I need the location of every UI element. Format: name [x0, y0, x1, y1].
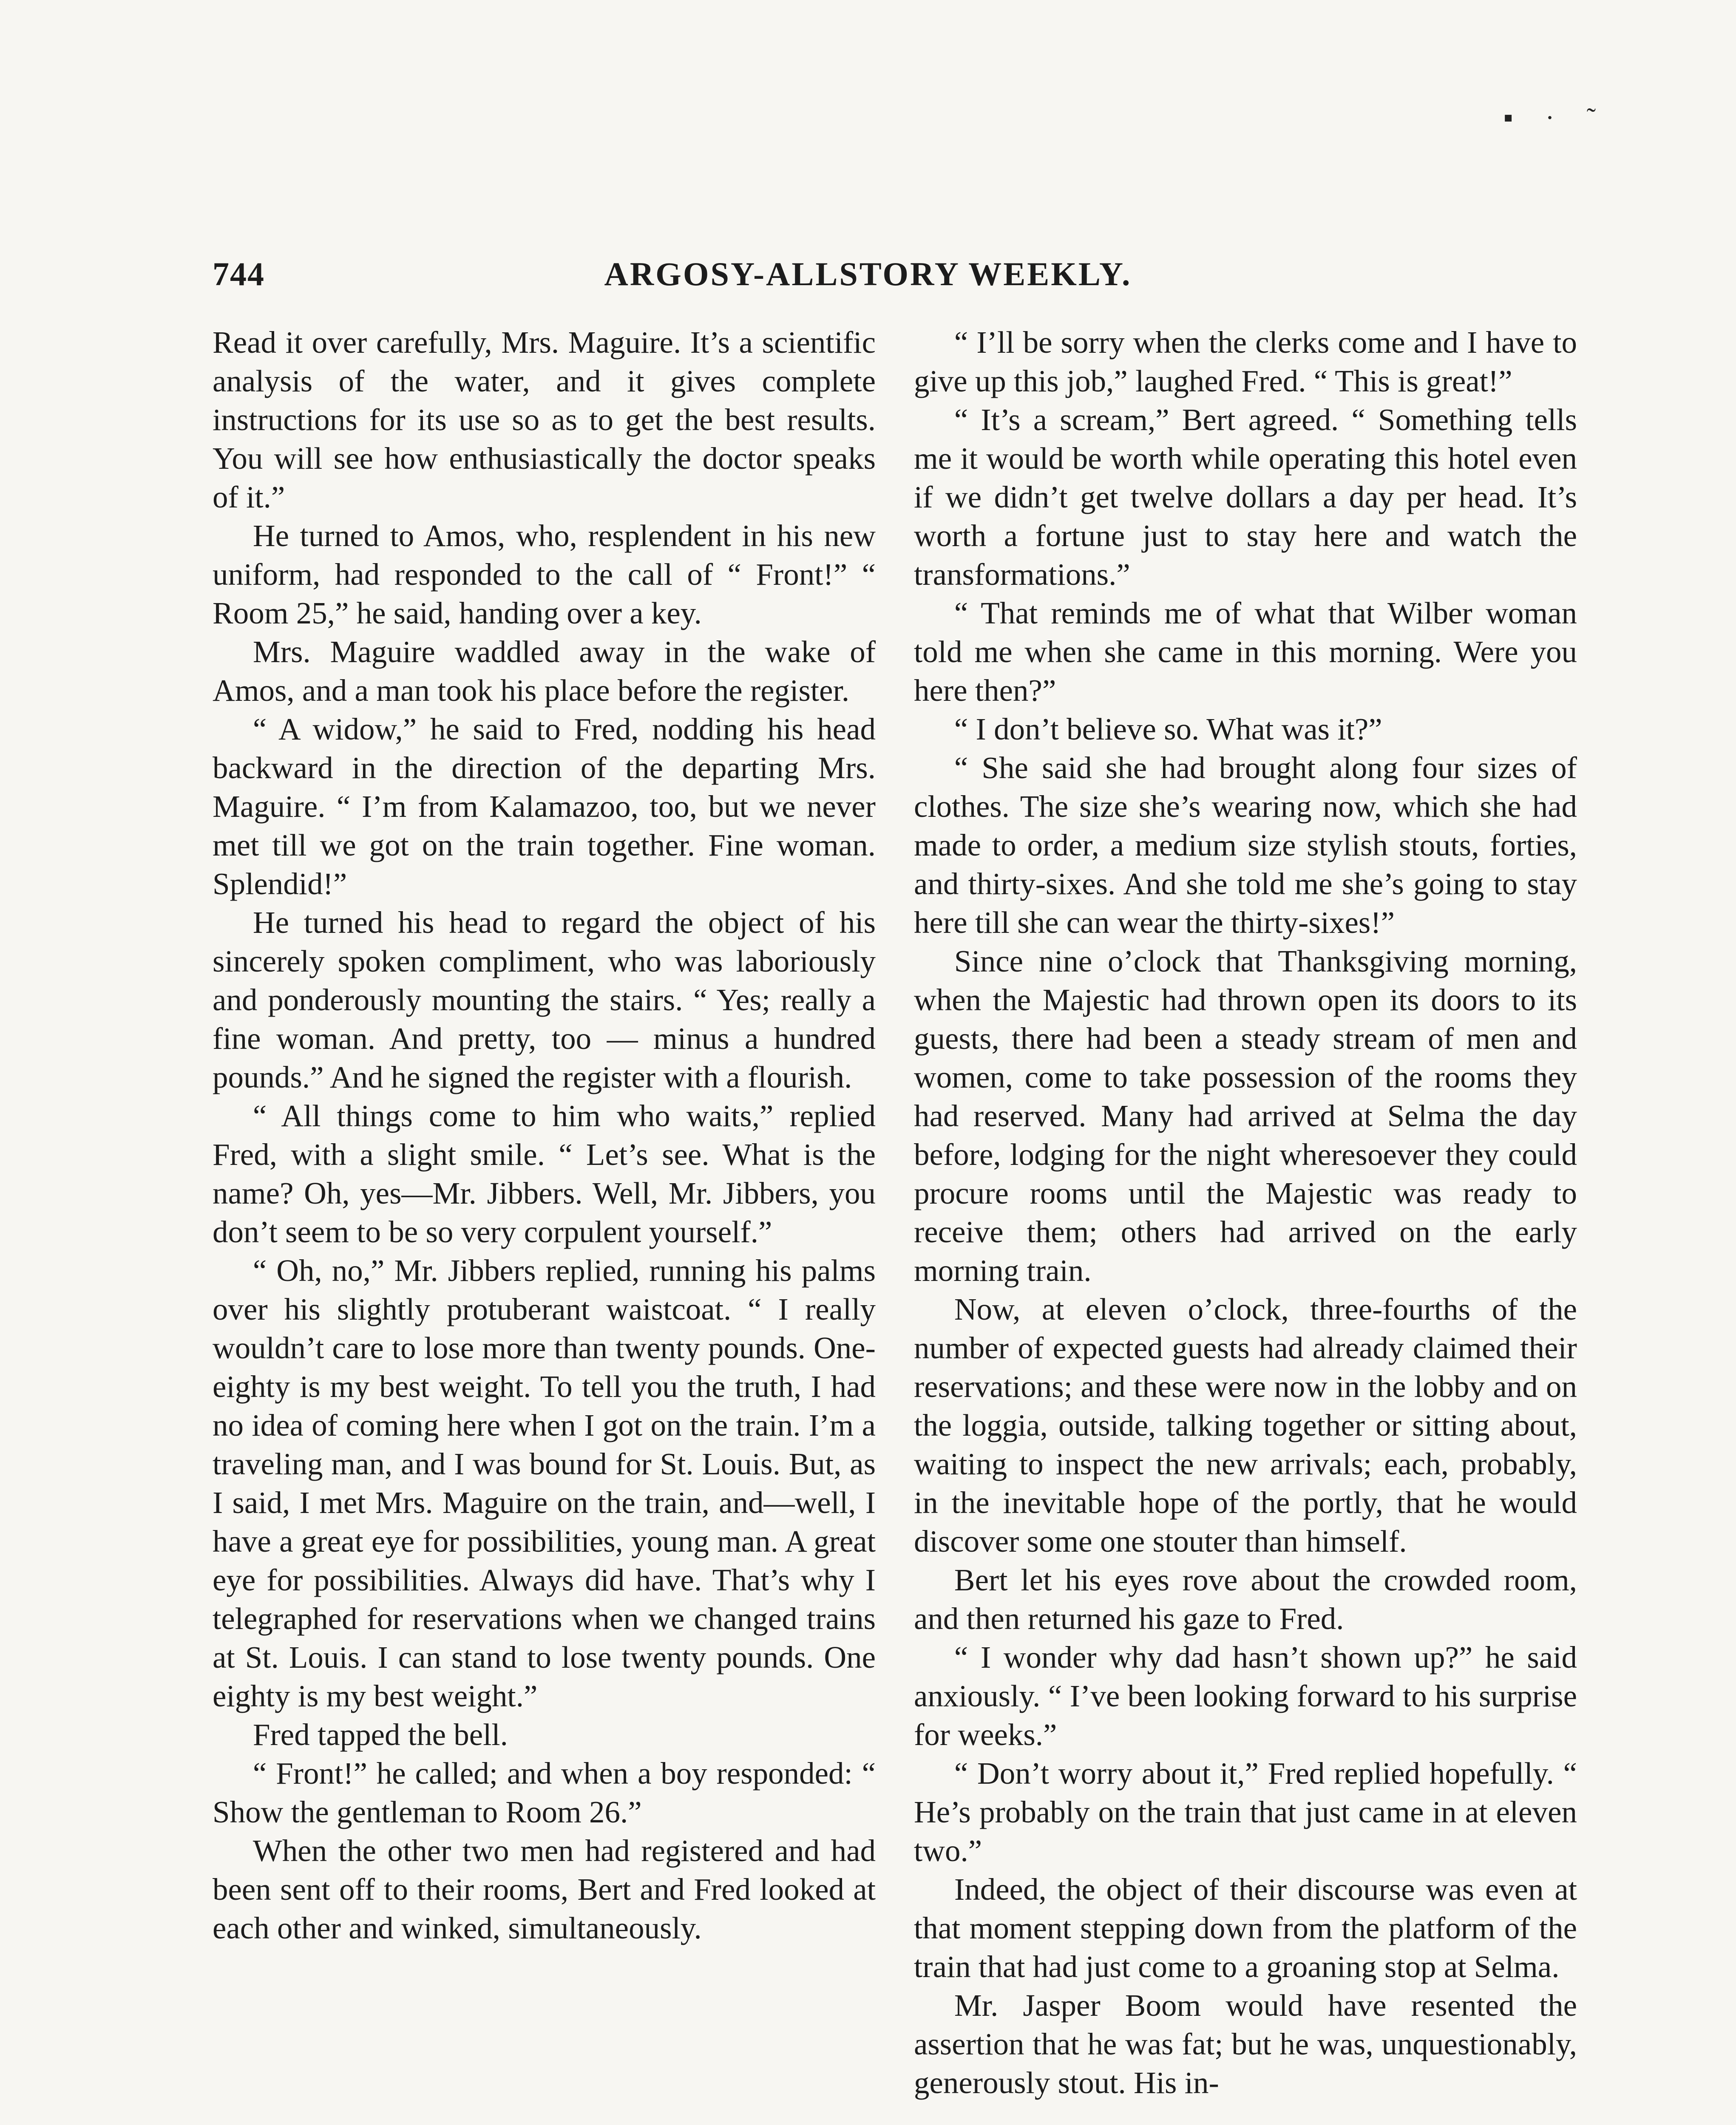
paragraph: “ Don’t worry about it,” Fred replied hopefully. “ He’s probably on the train that just came in at eleven two.”: [914, 1756, 1577, 1868]
left-text-column: [213, 323, 876, 1947]
paragraph: “ A widow,” he said to Fred, nodding his head backward in the direction of the departing Mrs. Maguire. “ I’m from Kalamazoo, too, but we never met till we got on the train together. Fine woman. Splendid!”: [213, 712, 876, 901]
paragraph: Since nine o’clock that Thanksgiving morning, when the Majestic had thrown open its doors to its guests, there had been a steady stream of men and women, come to take possession of the rooms they had reserved. Many had arrived at Selma the day before, lodging for the night wheresoever they could procure rooms until the Majestic was ready to receive them; others had arrived on the early morning train.: [914, 944, 1577, 1288]
paragraph: “ It’s a scream,” Bert agreed. “ Something tells me it would be worth while operating this hotel even if we didn’t get twelve dollars a day per head. It’s worth a fortune just to stay here and watch the transformations.”: [914, 402, 1577, 592]
page-number: 744: [213, 255, 265, 292]
paragraph: He turned his head to regard the object of his sincerely spoken compliment, who was laboriously and ponderously mounting the stairs. “ Yes; really a fine woman. And pretty, too — minus a hundred pounds.” And he signed the register with a flourish.: [213, 905, 876, 1094]
paragraph: “ I don’t believe so. What was it?”: [954, 712, 1382, 746]
paragraph: Indeed, the object of their discourse was even at that moment stepping down from the platform of the train that had just come to a groaning stop at Selma.: [914, 1872, 1577, 1984]
paragraph: Fred tapped the bell.: [252, 1717, 508, 1752]
paragraph: When the other two men had registered and had been sent off to their rooms, Bert and Fred looked at each other and winked, simultaneously.: [213, 1833, 876, 1945]
paragraph: Read it over carefully, Mrs. Maguire. It’s a scientific analysis of the water, and it gives complete instructions for its use so as to get the best results. You will see how enthusiastically the doctor speaks of it.”: [213, 325, 876, 514]
right-text-column: [914, 323, 1577, 2102]
paragraph: Bert let his eyes rove about the crowded room, and then returned his gaze to Fred.: [914, 1563, 1577, 1636]
paragraph: Mr. Jasper Boom would have resented the assertion that he was fat; but he was, unquestionably, generously stout. His in-: [914, 1988, 1577, 2100]
paragraph: “ She said she had brought along four sizes of clothes. The size she’s wearing now, which she had made to order, a medium size stylish stouts, forties, and thirty-sixes. And she told me she’s going to stay here till she can wear the thirty-sixes!”: [914, 751, 1577, 940]
paragraph: “ Oh, no,” Mr. Jibbers replied, running his palms over his slightly protuberant waistcoat. “ I really wouldn’t care to lose more than twenty pounds. One-eighty is my best weight. To tell you the truth, I had no idea of coming here when I got on the train. I’m a traveling man, and I was bound for St. Louis. But, as I said, I met Mrs. Maguire on the train, and—well, I have a great eye for possibilities, young man. A great eye for possibilities. Always did have. That’s why I telegraphed for reservations when we changed trains at St. Louis. I can stand to lose twenty pounds. One eighty is my best weight.”: [213, 1253, 876, 1713]
print-specks: ▪ · ˜: [1503, 102, 1608, 133]
running-head: [213, 255, 1523, 310]
paragraph: Now, at eleven o’clock, three-fourths of the number of expected guests had already claimed their reservations; and these were now in the lobby and on the loggia, outside, talking together or sitting about, waiting to inspect the new arrivals; each, probably, in the inevitable hope of the portly, that he would discover some one stouter than himself.: [914, 1292, 1577, 1558]
paragraph: “ I wonder why dad hasn’t shown up?” he said anxiously. “ I’ve been looking forward to his surprise for weeks.”: [914, 1640, 1577, 1752]
paragraph: “ All things come to him who waits,” replied Fred, with a slight smile. “ Let’s see. What is the name? Oh, yes—Mr. Jibbers. Well, Mr. Jibbers, you don’t seem to be so very corpulent yourself.”: [213, 1099, 876, 1249]
magazine-title: ARGOSY-ALLSTORY WEEKLY.: [604, 255, 1132, 292]
paragraph: He turned to Amos, who, resplendent in his new uniform, had responded to the call of “ Front!” “ Room 25,” he said, handing over a key.: [213, 518, 876, 630]
paragraph: Mrs. Maguire waddled away in the wake of Amos, and a man took his place before the register.: [213, 635, 876, 708]
paragraph: “ That reminds me of what that Wilber woman told me when she came in this morning. Were you here then?”: [914, 596, 1577, 708]
paragraph: “ Front!” he called; and when a boy responded: “ Show the gentleman to Room 26.”: [213, 1756, 876, 1829]
paragraph: “ I’ll be sorry when the clerks come and I have to give up this job,” laughed Fred. “ This is great!”: [914, 325, 1577, 398]
